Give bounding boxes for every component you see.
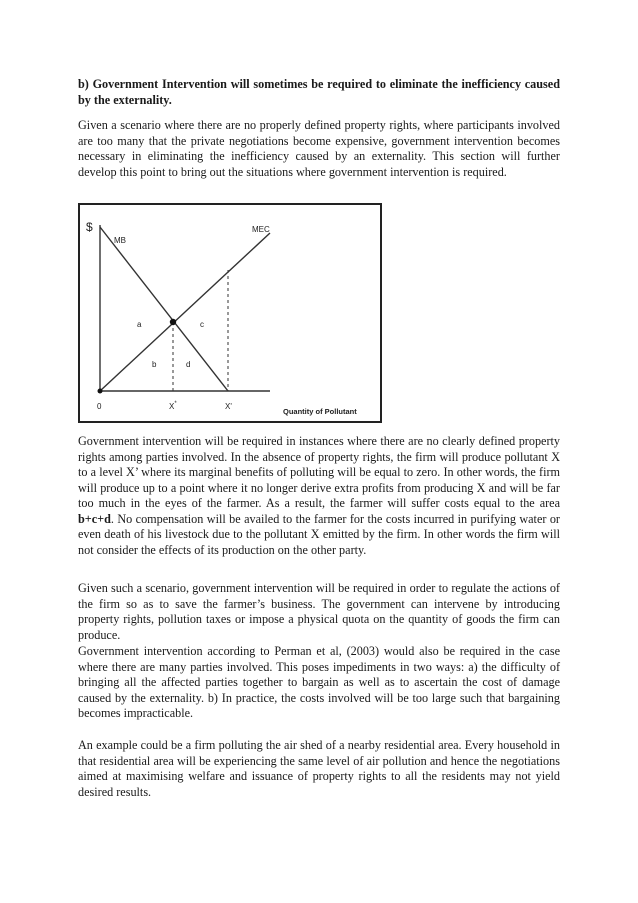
x-star-label xyxy=(169,401,177,411)
diagram-svg xyxy=(80,205,380,421)
paragraph-intro: Given a scenario where there are no properly defined property rights, where participants involved are too many that the private negotiations become expensive, government intervention becomes necessary in eliminating the inefficiency caused by an externality. This section will further develop this point to bring out the situations where government intervention is required. xyxy=(78,118,560,179)
x-prime-label: X' xyxy=(225,402,232,411)
section-heading: b) Government Intervention will sometimes be required to eliminate the inefficiency caused by the externality. xyxy=(78,77,560,107)
x-star-superscript: * xyxy=(174,401,177,407)
origin-label: 0 xyxy=(97,402,102,411)
paragraph-property-rights xyxy=(78,434,560,558)
origin-point xyxy=(98,389,103,394)
area-d-label: d xyxy=(186,360,191,369)
paragraph-example: An example could be a firm polluting the air shed of a nearby residential area. Every household in that residential area will be experiencing the same level of air pollution and hence the negotiations aimed at maximising welfare and issuance of property rights to all the residents may not yield desired results. xyxy=(78,738,560,799)
paragraph-text: Government intervention will be required in instances where there are no clearly defined property rights among parties involved. In the absence of property rights, the firm will produce pollutant X to a level X’ where its marginal benefits of polluting will be equal to zero. In other words, the firm will produce up to a point where it no longer derive extra profits from producing X and will be far too much in the eyes of the farmer. As a result, the farmer will suffer costs equal to the area xyxy=(78,434,560,510)
externality-diagram xyxy=(78,203,382,423)
mb-label: MB xyxy=(114,236,126,245)
paragraph-many-parties: Government intervention according to Perman et al, (2003) would also be required in the case where there are many parties involved. This poses impediments in two ways: a) the difficulty of bringing all the affected parties together to bargain as well as to ascertain the cost of damage caused by the externality. b) In practice, the costs involved will be too large such that bargaining becomes impracticable. xyxy=(78,644,560,720)
x-star-text: X xyxy=(169,402,175,411)
x-axis-label: Quantity of Pollutant xyxy=(283,407,357,416)
mb-curve xyxy=(100,227,228,391)
y-axis-label: $ xyxy=(86,220,93,234)
paragraph-text: . No compensation will be availed to the farmer for the costs incurred in purifying water or even death of his livestock due to the pollutant X emitted by the firm. In other words the firm will not consider the effects of its production on the other party. xyxy=(78,511,560,557)
area-c-label: c xyxy=(200,320,204,329)
area-b-label: b xyxy=(152,360,157,369)
mec-curve xyxy=(100,233,270,391)
mec-label: MEC xyxy=(252,225,270,234)
area-a-label: a xyxy=(137,320,142,329)
area-emphasis: b+c+d xyxy=(78,511,111,526)
equilibrium-point xyxy=(170,319,176,325)
paragraph-regulation: Given such a scenario, government intervention will be required in order to regulate the actions of the firm so as to save the farmer’s business. The government can intervene by introducing property rights, pollution taxes or impose a physical quota on the quantity of goods the firm can produce. xyxy=(78,581,560,642)
